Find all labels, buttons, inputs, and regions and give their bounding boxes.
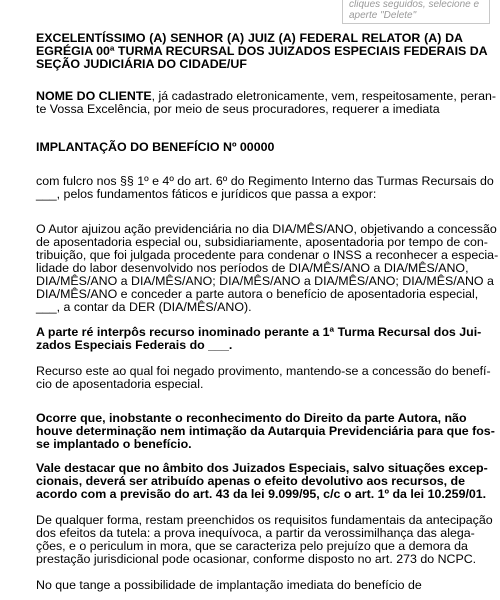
paragraph-line: DIA/MÊS/ANO e conceder a parte autora o benefício de aposentadoria especial, — [36, 287, 479, 301]
note-line-2: aperte "Delete" — [349, 10, 417, 21]
paragraph-line: tribuição, que foi julgada procedente para condenar o INSS a reconhecer a especia- — [36, 248, 499, 262]
paragraph-line: O Autor ajuizou ação previdenciária no dia DIA/MÊS/ANO, objetivando a concessão — [36, 222, 497, 236]
paragraph-line: Ocorre que, inobstante o reconhecimento do Direito da parte Autora, não — [36, 411, 467, 425]
paragraph-line: Vale destacar que no âmbito dos Juizados Especiais, salvo situações excep- — [36, 461, 488, 475]
paragraph-line: DIA/MÊS/ANO a DIA/MÊS/ANO; DIA/MÊS/ANO a DIA/MÊS/ANO; DIA/MÊS/ANO a — [36, 274, 494, 288]
document-title — [36, 141, 463, 154]
header-line: SEÇÃO JUDICIÁRIA DO CIDADE/UF — [36, 57, 247, 71]
paragraph-line: Recurso este ao qual foi negado provimento, mantendo-se a concessão do benefí- — [36, 364, 491, 378]
paragraph-line: zados Especiais Federais do ___. — [36, 338, 233, 352]
header-line: EGRÉGIA 00ª TURMA RECURSAL DOS JUIZADOS ESPECIAIS FEDERAIS DA — [36, 44, 488, 58]
forma-paragraph — [36, 513, 493, 566]
paragraph-line: cio de aposentadoria especial. — [36, 377, 204, 391]
intro-text: , já cadastrado eletronicamente, vem, respeitosamente, peran- — [151, 89, 497, 103]
paragraph-line: acordo com a previsão do art. 43 da lei 9.099/95, c/c o art. 1º da lei 10.259/01. — [36, 487, 487, 501]
paragraph-line: se implantado o benefício. — [36, 437, 192, 451]
instruction-note — [342, 0, 490, 24]
paragraph-line: com fulcro nos §§ 1º e 4º do art. 6º do Regimento Interno das Turmas Recursais do — [36, 174, 494, 188]
fulcro-paragraph — [36, 174, 494, 201]
intro-paragraph — [36, 89, 497, 116]
court-header — [36, 31, 488, 71]
intro-text: te Vossa Excelência, por meio de seus procuradores, requerer a imediata — [36, 102, 440, 116]
header-line: EXCELENTÍSSIMO (A) SENHOR (A) JUIZ (A) FEDERAL RELATOR (A) DA — [36, 31, 463, 45]
ocorre-paragraph — [36, 411, 495, 451]
paragraph-line: De qualquer forma, restam preenchidos os requisitos fundamentais da antecipação — [36, 513, 493, 527]
tange-paragraph — [36, 579, 463, 592]
client-name: NOME DO CLIENTE — [36, 89, 152, 103]
paragraph-line: de aposentadoria especial ou, subsidiariamente, aposentadoria por tempo de con- — [36, 235, 488, 249]
paragraph-line: dos efeitos da tutela: a prova inequívoca, a partir da verossimilhança das alega- — [36, 526, 475, 540]
autor-paragraph — [36, 222, 499, 314]
paragraph-line: lidade do labor desenvolvido nos períodos de DIA/MÊS/ANO a DIA/MÊS/ANO, — [36, 261, 469, 275]
recurso-paragraph — [36, 325, 482, 352]
note-line-1: cliques seguidos, selecione e — [349, 0, 480, 10]
paragraph-line: ções, e o periculum in mora, que se caracteriza pelo prejuízo que a demora da — [36, 539, 468, 553]
paragraph-line: No que tange a possibilidade de implantação imediata do benefício de — [36, 578, 422, 592]
paragraph-line: ___, a contar da DER (DIA/MÊS/ANO). — [36, 300, 252, 314]
paragraph-line: cionais, deverá ser atribuído apenas o efeito devolutivo aos recursos, de — [36, 474, 465, 488]
paragraph-line: A parte ré interpôs recurso inominado perante a 1ª Turma Recursal dos Jui- — [36, 325, 482, 339]
vale-paragraph — [36, 461, 488, 501]
paragraph-line: houve determinação nem intimação da Autarquia Previdenciária para que fos- — [36, 424, 495, 438]
paragraph-line: ___, pelos fundamentos fáticos e jurídicos que passa a expor: — [36, 187, 377, 201]
title-text: IMPLANTAÇÃO DO BENEFÍCIO Nº 00000 — [36, 140, 275, 154]
negado-paragraph — [36, 364, 491, 391]
paragraph-line: prestação jurisdicional pode ocasionar, conforme disposto no art. 273 do NCPC. — [36, 552, 477, 566]
